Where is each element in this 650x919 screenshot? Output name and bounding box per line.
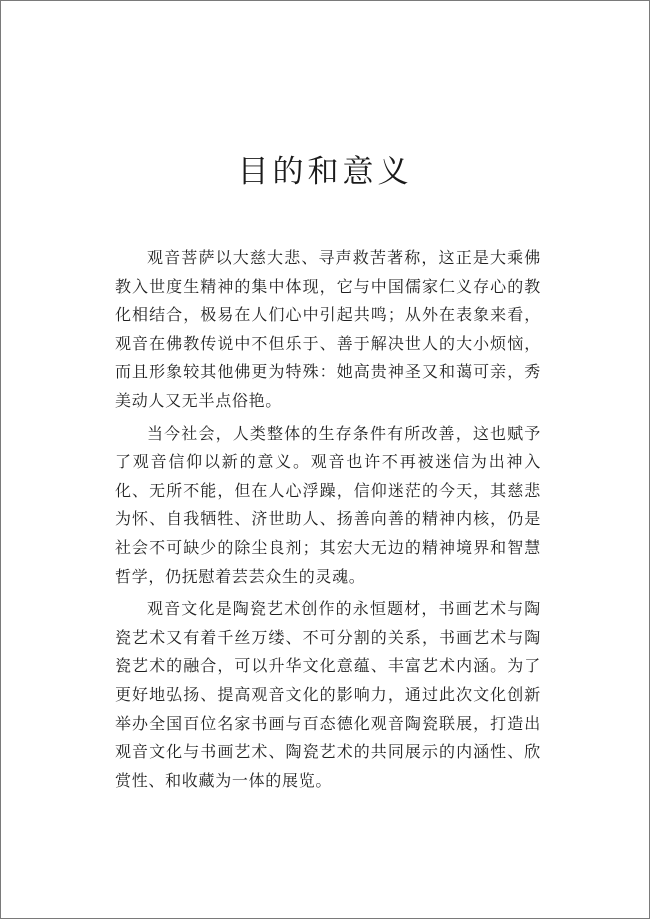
paragraph-1: 观音菩萨以大慈大悲、寻声救苦著称，这正是大乘佛教入世度生精神的集中体现，它与中国儒家仁义存心的教化相结合，极易在人们心中引起共鸣；从外在表象来看，观音在佛教传说中不但乐于、善于解决世人的大小烦恼，而且形象较其他佛更为特殊：她高贵神圣又和蔼可亲，秀美动人又无半点俗艳。 (115, 248, 541, 410)
paragraph-2: 当今社会，人类整体的生存条件有所改善，这也赋予了观音信仰以新的意义。观音也许不再被迷信为出神入化、无所不能，但在人心浮躁，信仰迷茫的今天，其慈悲为怀、自我牺牲、济世助人、扬善向善的精神内核，仍是社会不可缺少的除尘良剂；其宏大无边的精神境界和智慧哲学，仍抚慰着芸芸众生的灵魂。 (115, 423, 541, 586)
body-text (115, 244, 541, 799)
page-title: 目的和意义 (237, 154, 413, 190)
paragraph-3: 观音文化是陶瓷艺术创作的永恒题材，书画艺术与陶瓷艺术又有着千丝万缕、不可分割的关系，书画艺术与陶瓷艺术的融合，可以升华文化意蕴、丰富艺术内涵。为了更好地弘扬、提高观音文化的影响力，通过此次文化创新举办全国百位名家书画与百态德化观音陶瓷联展，打造出观音文化与书画艺术、陶瓷艺术的共同展示的内涵性、欣赏性、和收藏为一体的展览。 (115, 599, 541, 790)
